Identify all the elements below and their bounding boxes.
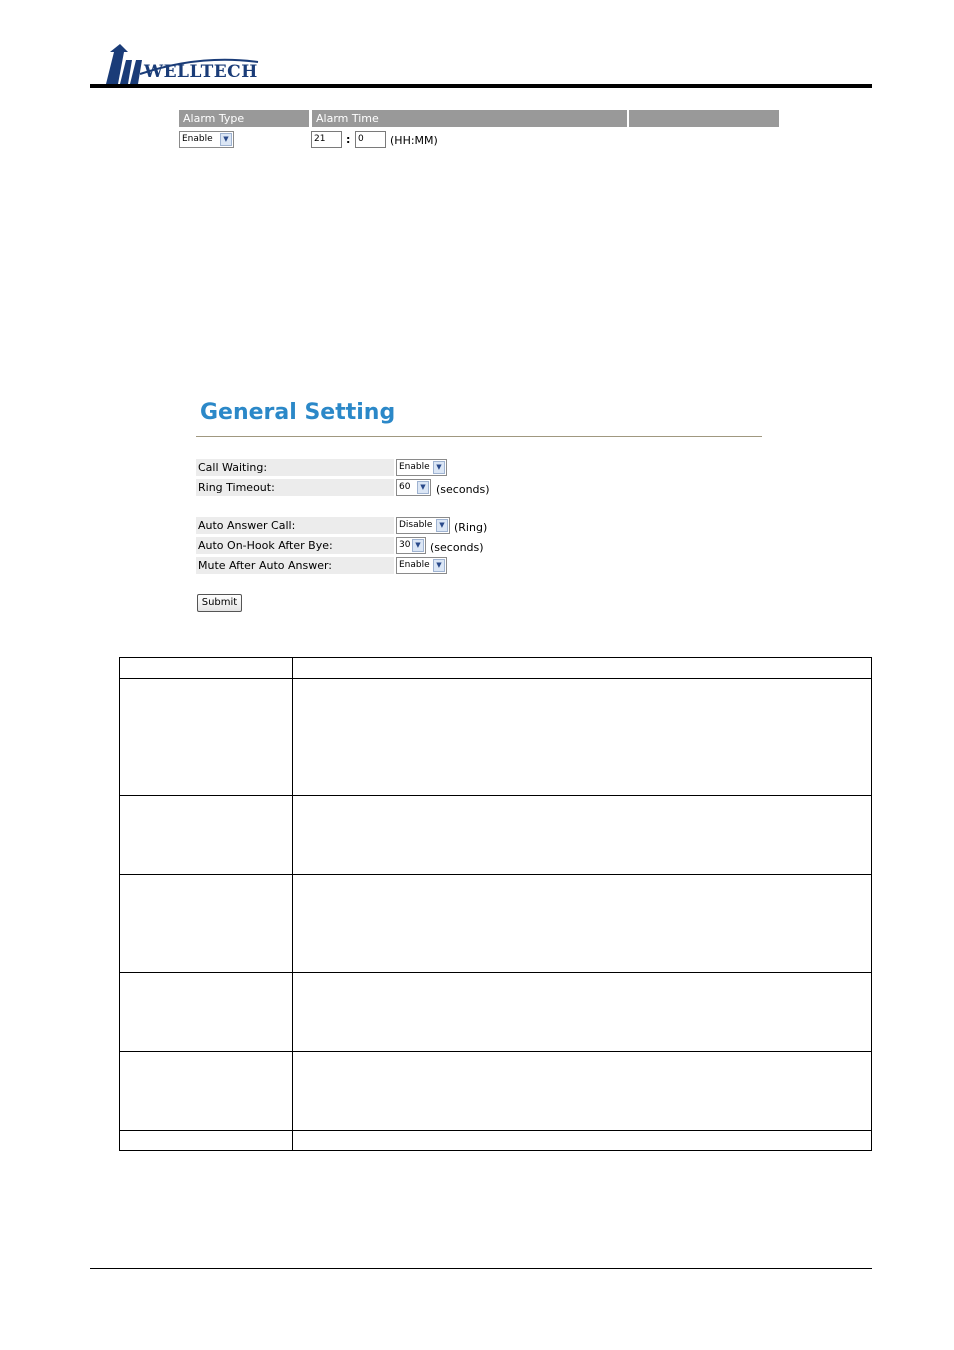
ring-timeout-label: Ring Timeout: bbox=[198, 481, 275, 494]
table-row-divider bbox=[120, 1051, 871, 1052]
table-column-divider bbox=[292, 658, 293, 1150]
chevron-down-icon: ▼ bbox=[436, 519, 448, 532]
call-waiting-value: Enable bbox=[399, 462, 430, 472]
alarm-hour-input[interactable]: 21 bbox=[311, 131, 342, 148]
table-row-divider bbox=[120, 874, 871, 875]
call-waiting-select[interactable] bbox=[396, 459, 447, 476]
chevron-down-icon: ▼ bbox=[433, 461, 445, 474]
alarm-time-header: Alarm Time bbox=[312, 110, 627, 127]
alarm-minute-input[interactable]: 0 bbox=[355, 131, 386, 148]
ring-timeout-value: 60 bbox=[399, 482, 411, 492]
auto-answer-label: Auto Answer Call: bbox=[198, 519, 296, 532]
page-title: General Setting bbox=[200, 400, 396, 425]
submit-button[interactable]: Submit bbox=[197, 594, 242, 612]
alarm-time-format: (HH:MM) bbox=[390, 134, 438, 147]
header-rule bbox=[90, 84, 872, 88]
table-row-divider bbox=[120, 795, 871, 796]
footer-rule bbox=[90, 1268, 872, 1269]
time-colon: : bbox=[346, 133, 351, 146]
mute-after-answer-label: Mute After Auto Answer: bbox=[198, 559, 333, 572]
title-divider bbox=[196, 436, 762, 437]
auto-onhook-unit: (seconds) bbox=[430, 541, 484, 554]
chevron-down-icon: ▼ bbox=[417, 481, 429, 494]
table-row-divider bbox=[120, 678, 871, 679]
mute-after-answer-value: Enable bbox=[399, 560, 430, 570]
alarm-type-value: Enable bbox=[182, 134, 213, 144]
alarm-type-header: Alarm Type bbox=[179, 110, 309, 127]
chevron-down-icon: ▼ bbox=[412, 539, 424, 552]
table-row-divider bbox=[120, 972, 871, 973]
chevron-down-icon: ▼ bbox=[220, 133, 232, 146]
alarm-type-select[interactable] bbox=[179, 131, 234, 148]
auto-onhook-label: Auto On-Hook After Bye: bbox=[198, 539, 333, 552]
auto-answer-unit: (Ring) bbox=[454, 521, 488, 534]
auto-onhook-value: 30 bbox=[399, 540, 411, 550]
auto-onhook-select[interactable] bbox=[396, 537, 426, 554]
auto-answer-select[interactable] bbox=[396, 517, 450, 534]
logo-text: WELLTECH bbox=[144, 62, 258, 82]
chevron-down-icon: ▼ bbox=[433, 559, 445, 572]
call-waiting-label: Call Waiting: bbox=[198, 461, 268, 474]
description-table bbox=[119, 657, 872, 1151]
mute-after-answer-select[interactable] bbox=[396, 557, 447, 574]
table-row-divider bbox=[120, 1130, 871, 1131]
auto-answer-value: Disable bbox=[399, 520, 433, 530]
alarm-extra-header bbox=[629, 110, 779, 127]
ring-timeout-select[interactable] bbox=[396, 479, 431, 496]
ring-timeout-unit: (seconds) bbox=[436, 483, 490, 496]
